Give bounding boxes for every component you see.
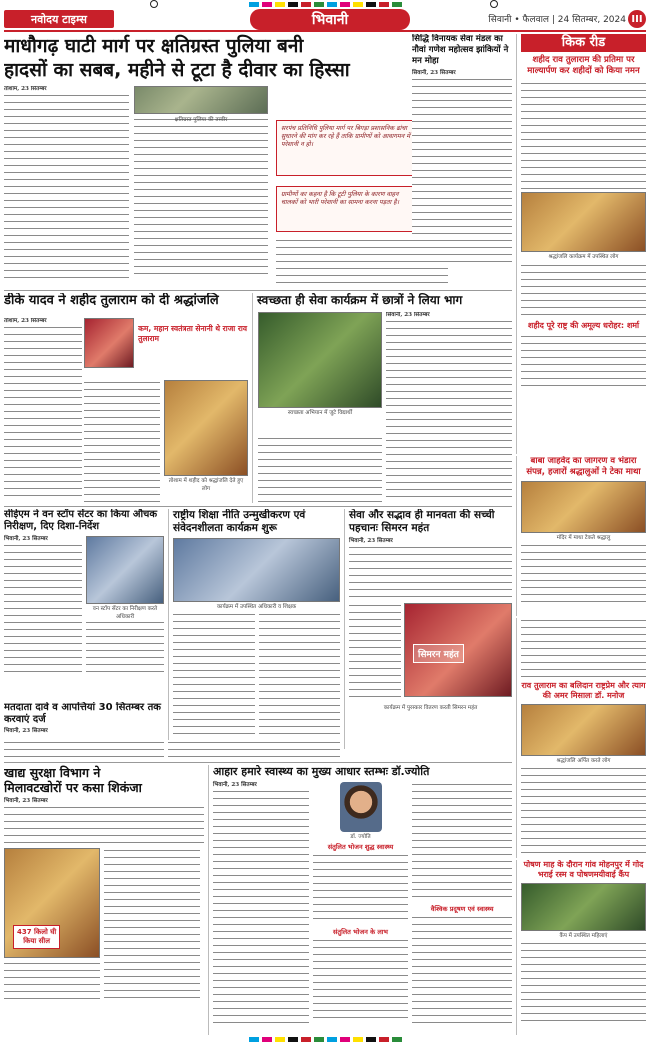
siddhi-story [412,34,512,286]
registration-color-swatch [353,2,363,7]
food-body [104,848,200,1002]
education-body [173,612,255,738]
kick-read-body [521,334,646,390]
food-photo [4,848,100,958]
ceo-story [4,509,164,699]
ceo-dateline: भिवानी, 23 सितम्बर [4,536,48,542]
page-number: III [628,10,646,28]
dk-yadav-body [4,325,82,501]
registration-color-swatch [366,2,376,7]
dk-yadav-photo-caption: तोशाम में शहीद को श्रद्धांजलि देते हुए लोग [168,478,244,492]
lead-headline [4,34,404,84]
dk-yadav-portrait [84,318,134,368]
crosshair-mark-icon [490,0,498,8]
simran-body [349,545,512,601]
baba-photo-caption: मंदिर में माथा टेकते श्रद्धालु [556,535,611,541]
rao-story [516,618,646,858]
cleanliness-photo-caption: स्वच्छता अभियान में जुटे विद्यार्थी [287,410,353,416]
registration-color-swatch [275,2,285,7]
lead-quote-2: ग्रामीणों का कहना है कि टूटी पुलिया के कारण वाहन चालकों को भारी परेशानी का सामना करना पड़ता है। [276,186,416,232]
registration-bar-top [0,0,650,8]
lead-headline-line1: माधौगढ़ घाटी मार्ग पर क्षतिग्रस्त पुलिया बनी [4,35,304,57]
simran-headline: सेवा और सद्भाव ही मानवता की सच्ची पहचानः सिमरन महंत [349,509,495,534]
lead-photo-caption: क्षतिग्रस्त पुलिया की तस्वीर [174,117,228,123]
food-story [4,765,204,1035]
food-body [4,961,100,1001]
registration-color-swatch [379,1037,389,1042]
registration-color-swatch [288,1037,298,1042]
lead-headline-line2: हादसों का सबब, महीने से टूटा है दीवार का हिस्सा [4,59,350,81]
food-stat-box [13,925,60,949]
simran-photo [404,603,512,697]
education-headline: राष्ट्रीय शिक्षा नीति उन्मुखीकरण एवं संवेदनशीलता कार्यक्रम शुरू [173,509,306,534]
kick-read-body [521,263,646,318]
education-story [168,509,340,749]
claims-dateline: भिवानी, 23 सितम्बर [4,728,48,734]
education-photo [173,538,340,602]
ceo-headline: सीईएम ने वन स्टॉप सेंटर का किया औचक निरीक्षण, दिए दिशा-निर्देश [4,509,158,532]
rao-body-lead [521,618,646,678]
education-photo-caption: कार्यक्रम में उपस्थित अधिकारी व शिक्षक [216,604,297,610]
dk-yadav-callout: कम, महान स्वतंत्रता सेनानी थे राजा राव तुलाराम [138,324,247,343]
siddhi-body-text [412,77,512,267]
lead-body-text [134,117,268,277]
kick-read-headline: शहीद राव तुलाराम की प्रतिमा पर माल्यार्पण कर शहीदों को किया नमन [527,55,640,76]
lead-body-col1 [4,86,129,286]
registration-color-swatch [301,1037,311,1042]
siddhi-dateline: सिवानी, 23 सितम्बर [412,70,456,76]
simran-story [344,509,512,749]
registration-color-swatch [392,2,402,7]
health-dateline: भिवानी, 23 सितम्बर [213,782,257,788]
lead-photo [134,86,268,114]
dk-yadav-photo [164,380,248,476]
baba-photo [521,481,646,533]
kick-read-column [516,34,646,454]
health-body [412,915,512,1023]
registration-color-swatch [301,2,311,7]
baba-body [521,543,646,603]
rao-headline: राव तुलाराम का बलिदान राष्ट्रप्रेम और त्याग की अमर मिसालः डॉ. मनोज [521,681,646,700]
dk-yadav-body [84,380,160,502]
registration-color-swatch [262,1037,272,1042]
simran-photo-caption: कार्यक्रम में पुरस्कार वितरण करती सिमरन महंत [383,705,478,712]
registration-color-swatch [249,2,259,7]
health-subhead: संतुलित भोजन शुद्ध स्वास्थ्य [327,843,394,851]
rao-body [521,766,646,856]
health-body [313,853,409,925]
health-subhead: संतुलित भोजन के लाभ [332,928,389,936]
cleanliness-body [258,436,382,502]
crosshair-mark-icon [150,0,158,8]
ceo-body [86,620,164,676]
registration-color-swatch [379,2,389,7]
date-line: सिवानी • फैलवाल | 24 सितम्बर, 2024 [488,15,626,25]
ceo-photo-caption: वन स्टॉप सेंटर का निरीक्षण करते अधिकारी [92,606,158,620]
poshan-photo [521,883,646,931]
registration-color-swatch [340,1037,350,1042]
food-dateline: भिवानी, 23 सितम्बर [4,798,48,804]
food-stat-value: 437 किलो घी [17,928,57,937]
registration-color-swatch [262,2,272,7]
cleanliness-headline: स्वच्छता ही सेवा कार्यक्रम में छात्रों ने लिया भाग [257,293,463,307]
registration-color-swatch [366,1037,376,1042]
health-headline: आहार हमारे स्वास्थ्य का मुख्य आधार स्तम्भः डॉ.ज्योति [213,765,430,778]
baba-story [516,456,646,616]
claims-headline: मतदाता दावे व आपत्तियां 30 सितम्बर तक करवाएं दर्ज [4,702,161,725]
simran-photo-banner: सिमरन महंत [413,644,464,663]
cleanliness-photo [258,312,382,408]
education-body [259,612,341,738]
poshan-story [516,860,646,1035]
registration-color-swatch [327,1037,337,1042]
lead-dateline: तोशाम, 23 सितम्बर [4,86,47,92]
registration-color-swatch [340,2,350,7]
kick-read-label: किक रीड [521,34,646,52]
registration-color-swatch [314,1037,324,1042]
siddhi-headline: सिद्धि विनायक सेवा मंडल का नौवां गणेश महोत्सव झांकियों ने मन मोहा [412,34,509,66]
cleanliness-body [386,319,512,501]
poshan-photo-caption: कैंप में उपस्थित महिलाएं [559,933,608,939]
food-body [4,805,204,845]
simran-body [349,603,401,703]
kick-read-photo [521,192,646,252]
health-body [412,782,512,902]
poshan-body [521,941,646,1027]
masthead [0,8,650,32]
cleanliness-dateline: सिवानी, 23 सितम्बर [386,312,430,318]
registration-color-swatch [314,2,324,7]
registration-color-swatch [327,2,337,7]
rao-photo-caption: श्रद्धांजलि अर्पित करते लोग [556,758,611,764]
health-subhead: वैश्विक प्रदूषण एवं स्वास्थ्य [430,905,494,913]
registration-color-swatch [288,2,298,7]
food-headline-line1: खाद्य सुरक्षा विभाग ने [4,765,101,780]
author-name: डॉ. ज्योति [350,834,371,840]
food-headline-line2: मिलावटखोरों पर कसा शिकंजा [4,780,142,795]
ceo-photo [86,536,164,604]
kick-read-subhead: शहीद पूरे राष्ट्र की अमूल्य धरोहर: शर्मा [527,321,640,330]
simran-dateline: भिवानी, 23 सितम्बर [349,538,393,544]
dk-yadav-dateline: तोशाम, 23 सितम्बर [4,318,47,324]
lead-quote-1: सरपंच प्रतिनिधि पुलिया मार्ग पर बिगड़ा प्रशासनिक ढांचा सुधारने की मांग कर रहे हैं ताकि ग्रामीणों को आवागमन में परेशानी न हो। [276,120,416,176]
dk-yadav-headline: डीके यादव ने शहीद तुलाराम को दी श्रद्धांजलि [4,293,219,308]
kick-read-body [521,81,646,189]
section-title: भिवानी [250,9,410,30]
claims-body [4,740,164,758]
ceo-body [4,543,82,677]
food-stat-label: किया सील [23,937,50,946]
health-story [208,765,512,1035]
registration-color-swatch [392,1037,402,1042]
registration-color-swatch [353,1037,363,1042]
rao-photo [521,704,646,756]
registration-color-swatch [249,1037,259,1042]
author-photo [340,782,382,832]
poshan-headline: पोषण माह के दौरान गांव मोहनपुर में गोद भराई रस्म व पोषणमयीवाई कैंप [523,860,644,879]
lead-body-text [4,93,129,281]
health-body [313,938,409,1018]
masthead-rule [4,30,646,32]
kick-read-photo-caption: श्रद्धांजलि कार्यक्रम में उपस्थित लोग [548,254,619,260]
claims-body [168,740,340,758]
registration-bar-bottom [0,1035,650,1043]
paper-name: नवोदय टाइम्स [4,10,114,28]
registration-color-swatch [275,1037,285,1042]
baba-headline: बाबा जाहवेद का जागरण व भंडारा संपन्न, हजारों श्रद्धालुओं ने टेका माथा [526,456,641,477]
health-body [213,789,309,1023]
